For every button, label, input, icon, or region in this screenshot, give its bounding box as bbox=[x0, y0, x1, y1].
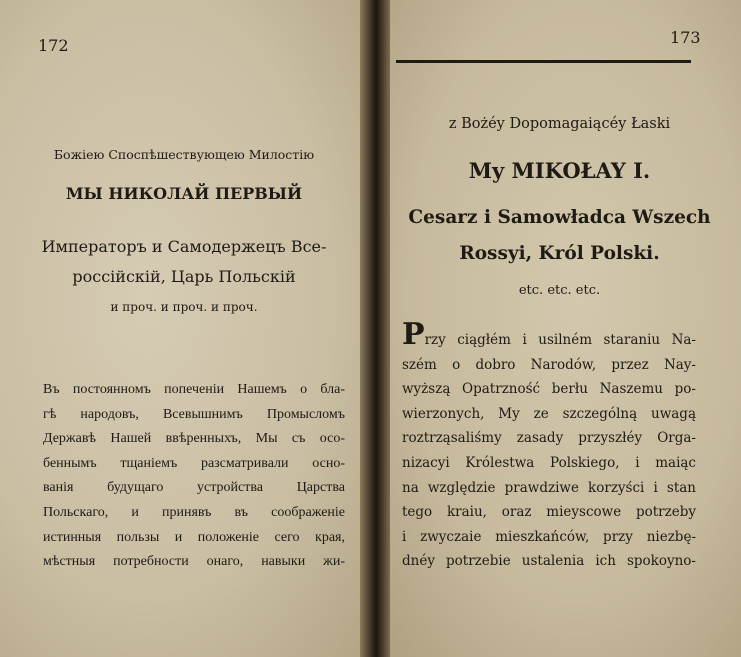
text-line: na względzie prawdziwe korzyści i stan bbox=[402, 479, 696, 496]
monarch-title: My MIKOŁAY I. bbox=[468, 158, 651, 183]
title-line: Императоръ и Самодержецъ Все- bbox=[41, 237, 327, 256]
text-line: i zwyczaie mieszkańców, przy niezbę- bbox=[402, 528, 696, 545]
text-line: беннымъ тщанiемъ разсматривали осно- bbox=[43, 455, 345, 471]
right-page bbox=[378, 0, 741, 657]
titles bbox=[378, 200, 741, 272]
title-line: Rossyi, Król Polski. bbox=[459, 243, 660, 264]
text-line: Державѣ Нашей ввѣренныхъ, Мы съ осо- bbox=[43, 431, 345, 447]
text-line: szém o dobro Narodów, przez Nay- bbox=[402, 356, 696, 373]
header-rule bbox=[396, 60, 691, 63]
text-line-rest: rzy ciągłém i usilném staraniu Na- bbox=[424, 332, 696, 348]
body-text bbox=[43, 378, 345, 575]
text-line bbox=[402, 317, 696, 353]
monarch-title: МЫ НИКОЛАЙ ПЕРВЫЙ bbox=[65, 184, 303, 203]
drop-cap: P bbox=[402, 317, 425, 352]
text-line: nizacyi Królestwa Polskiego, i maiąc bbox=[402, 454, 696, 471]
page-number: 172 bbox=[38, 36, 69, 55]
title-line: Cesarz i Samowładca Wszech bbox=[408, 207, 711, 228]
text-line: roztrząsaliśmy zasady przyszłéy Orga- bbox=[402, 430, 696, 447]
text-line: dnéy potrzebie ustalenia ich spokoyno- bbox=[402, 553, 696, 570]
etc-line: и проч. и проч. и проч. bbox=[110, 300, 258, 314]
text-line: Въ постоянномъ попеченiи Нашемъ о бла- bbox=[43, 382, 345, 397]
titles bbox=[0, 232, 368, 292]
book-spine bbox=[360, 0, 390, 657]
text-line: ванiя будущаго устройства Царства bbox=[43, 480, 345, 496]
text-line: wierzonych, My ze szczególną uwagą bbox=[402, 405, 696, 422]
body-text bbox=[402, 317, 696, 574]
text-line: мѣстныя потребности онаго, навыки жи- bbox=[43, 554, 345, 570]
text-line: tego kraiu, oraz mieyscowe potrzeby bbox=[402, 504, 696, 521]
text-line: истинныя пользы и положенiе сего края, bbox=[43, 529, 345, 545]
title-line: россiйскiй, Царь Польскiй bbox=[72, 267, 296, 286]
invocation: Божiею Споспѣшествующею Милостiю bbox=[53, 147, 315, 162]
etc-line: etc. etc. etc. bbox=[518, 283, 601, 298]
text-line: wyższą Opatrzność berłu Naszemu po- bbox=[402, 381, 696, 398]
page-number: 173 bbox=[670, 28, 701, 47]
invocation: z Bożéy Dopomagaiącéy Łaski bbox=[448, 116, 671, 132]
text-line: Польскаго, и принявъ въ соображенiе bbox=[43, 504, 345, 520]
text-line: гѣ народовъ, Всевышнимъ Промысломъ bbox=[43, 406, 345, 422]
left-page bbox=[0, 0, 368, 657]
